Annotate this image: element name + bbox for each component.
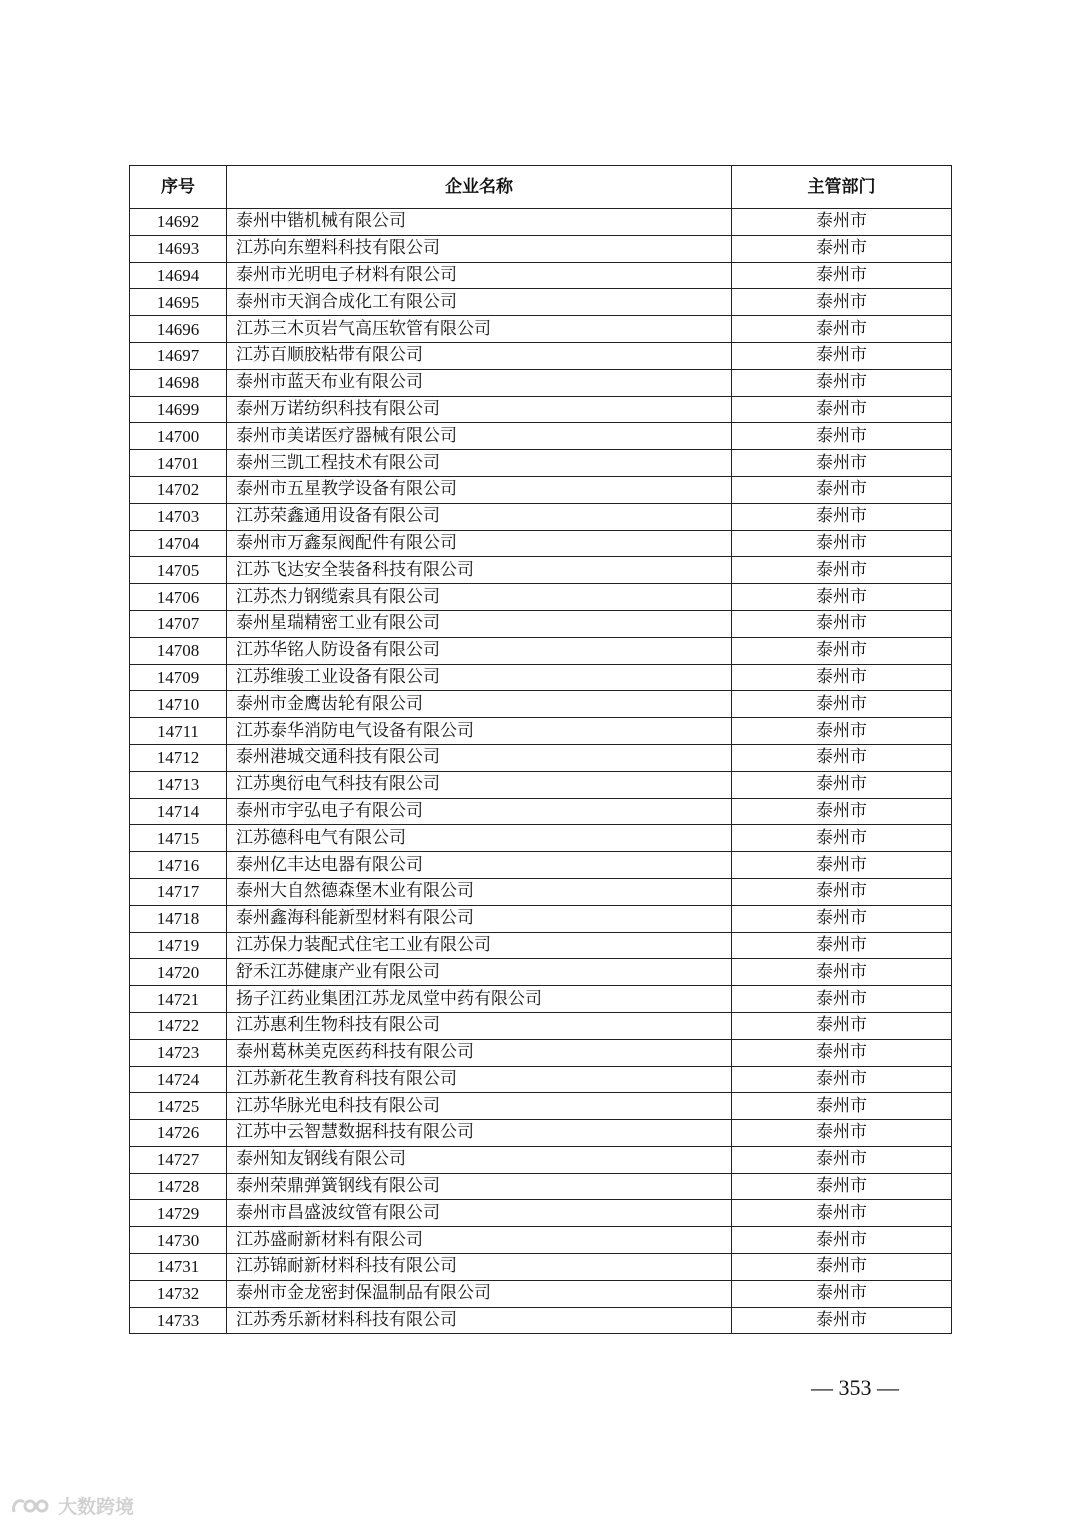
table-row: [130, 1120, 952, 1147]
company-name-cell: 泰州市美诺医疗器械有限公司: [227, 423, 732, 450]
table-row: [130, 316, 952, 343]
company-name-cell: 泰州中锴机械有限公司: [227, 209, 732, 236]
department-cell: 泰州市: [732, 744, 952, 771]
serial-no-cell: 14725: [130, 1093, 227, 1120]
serial-no-cell: 14704: [130, 530, 227, 557]
serial-no-cell: 14703: [130, 503, 227, 530]
table-row: [130, 450, 952, 477]
table-row: [130, 1173, 952, 1200]
table-row: [130, 1200, 952, 1227]
department-cell: 泰州市: [732, 1012, 952, 1039]
department-cell: 泰州市: [732, 664, 952, 691]
serial-no-cell: 14732: [130, 1280, 227, 1307]
company-name-cell: 江苏维骏工业设备有限公司: [227, 664, 732, 691]
serial-no-cell: 14722: [130, 1012, 227, 1039]
department-cell: 泰州市: [732, 530, 952, 557]
department-cell: 泰州市: [732, 932, 952, 959]
table-row: [130, 1227, 952, 1254]
table-row: [130, 718, 952, 745]
serial-no-cell: 14720: [130, 959, 227, 986]
department-cell: 泰州市: [732, 771, 952, 798]
department-cell: 泰州市: [732, 878, 952, 905]
table-row: [130, 610, 952, 637]
department-cell: 泰州市: [732, 905, 952, 932]
company-name-cell: 江苏华铭人防设备有限公司: [227, 637, 732, 664]
serial-no-cell: 14733: [130, 1307, 227, 1334]
department-cell: 泰州市: [732, 1146, 952, 1173]
department-cell: 泰州市: [732, 1307, 952, 1334]
company-name-cell: 泰州市天润合成化工有限公司: [227, 289, 732, 316]
serial-no-cell: 14713: [130, 771, 227, 798]
watermark-text: 大数跨境: [58, 1496, 135, 1518]
company-name-cell: 江苏中云智慧数据科技有限公司: [227, 1120, 732, 1147]
company-name-cell: 泰州鑫海科能新型材料有限公司: [227, 905, 732, 932]
company-table: [129, 165, 952, 1334]
serial-no-cell: 14694: [130, 262, 227, 289]
department-cell: 泰州市: [732, 396, 952, 423]
table-row: [130, 262, 952, 289]
serial-no-cell: 14717: [130, 878, 227, 905]
serial-no-cell: 14699: [130, 396, 227, 423]
department-cell: 泰州市: [732, 503, 952, 530]
department-cell: 泰州市: [732, 316, 952, 343]
company-name-cell: 江苏向东塑料科技有限公司: [227, 235, 732, 262]
table-row: [130, 932, 952, 959]
serial-no-cell: 14721: [130, 986, 227, 1013]
serial-no-cell: 14706: [130, 584, 227, 611]
company-name-cell: 泰州市宇弘电子有限公司: [227, 798, 732, 825]
company-name-cell: 江苏秀乐新材料科技有限公司: [227, 1307, 732, 1334]
department-cell: 泰州市: [732, 610, 952, 637]
company-name-cell: 江苏德科电气有限公司: [227, 825, 732, 852]
department-cell: 泰州市: [732, 1254, 952, 1281]
serial-no-cell: 14695: [130, 289, 227, 316]
table-row: [130, 905, 952, 932]
serial-no-cell: 14707: [130, 610, 227, 637]
table-row: [130, 342, 952, 369]
company-name-cell: 泰州大自然德森堡木业有限公司: [227, 878, 732, 905]
table-row: [130, 476, 952, 503]
department-cell: 泰州市: [732, 1093, 952, 1120]
company-name-cell: 泰州星瑞精密工业有限公司: [227, 610, 732, 637]
table-row: [130, 1280, 952, 1307]
company-name-cell: 泰州市万鑫泵阀配件有限公司: [227, 530, 732, 557]
table-row: [130, 1146, 952, 1173]
table-row: [130, 503, 952, 530]
company-name-cell: 泰州港城交通科技有限公司: [227, 744, 732, 771]
header-serial-no: 序号: [130, 166, 227, 209]
department-cell: 泰州市: [732, 369, 952, 396]
serial-no-cell: 14700: [130, 423, 227, 450]
company-name-cell: 江苏杰力钢缆索具有限公司: [227, 584, 732, 611]
department-cell: 泰州市: [732, 637, 952, 664]
department-cell: 泰州市: [732, 450, 952, 477]
company-name-cell: 江苏惠利生物科技有限公司: [227, 1012, 732, 1039]
table-row: [130, 637, 952, 664]
serial-no-cell: 14729: [130, 1200, 227, 1227]
company-name-cell: 江苏飞达安全装备科技有限公司: [227, 557, 732, 584]
table-row: [130, 664, 952, 691]
department-cell: 泰州市: [732, 1120, 952, 1147]
company-name-cell: 泰州亿丰达电器有限公司: [227, 852, 732, 879]
table-row: [130, 1012, 952, 1039]
table-row: [130, 530, 952, 557]
department-cell: 泰州市: [732, 289, 952, 316]
table-row: [130, 691, 952, 718]
department-cell: 泰州市: [732, 798, 952, 825]
department-cell: 泰州市: [732, 1200, 952, 1227]
table-row: [130, 1039, 952, 1066]
company-name-cell: 泰州知友钢线有限公司: [227, 1146, 732, 1173]
table-row: [130, 798, 952, 825]
table-body: [130, 209, 952, 1334]
department-cell: 泰州市: [732, 262, 952, 289]
department-cell: 泰州市: [732, 1173, 952, 1200]
table-row: [130, 584, 952, 611]
table-row: [130, 423, 952, 450]
company-name-cell: 泰州市金鹰齿轮有限公司: [227, 691, 732, 718]
department-cell: 泰州市: [732, 476, 952, 503]
table-row: [130, 1066, 952, 1093]
serial-no-cell: 14718: [130, 905, 227, 932]
company-name-cell: 江苏三木页岩气高压软管有限公司: [227, 316, 732, 343]
serial-no-cell: 14714: [130, 798, 227, 825]
company-name-cell: 江苏盛耐新材料有限公司: [227, 1227, 732, 1254]
company-name-cell: 江苏百顺胶粘带有限公司: [227, 342, 732, 369]
serial-no-cell: 14693: [130, 235, 227, 262]
serial-no-cell: 14710: [130, 691, 227, 718]
table-row: [130, 396, 952, 423]
department-cell: 泰州市: [732, 1066, 952, 1093]
company-name-cell: 泰州市昌盛波纹管有限公司: [227, 1200, 732, 1227]
watermark-logo-icon: [10, 1494, 52, 1518]
company-name-cell: 江苏泰华消防电气设备有限公司: [227, 718, 732, 745]
company-name-cell: 泰州市金龙密封保温制品有限公司: [227, 1280, 732, 1307]
department-cell: 泰州市: [732, 986, 952, 1013]
table-row: [130, 878, 952, 905]
table-row: [130, 369, 952, 396]
department-cell: 泰州市: [732, 1039, 952, 1066]
department-cell: 泰州市: [732, 959, 952, 986]
serial-no-cell: 14727: [130, 1146, 227, 1173]
serial-no-cell: 14705: [130, 557, 227, 584]
company-name-cell: 泰州万诺纺织科技有限公司: [227, 396, 732, 423]
company-name-cell: 江苏锦耐新材料科技有限公司: [227, 1254, 732, 1281]
serial-no-cell: 14701: [130, 450, 227, 477]
serial-no-cell: 14692: [130, 209, 227, 236]
company-name-cell: 扬子江药业集团江苏龙凤堂中药有限公司: [227, 986, 732, 1013]
table-row: [130, 235, 952, 262]
serial-no-cell: 14709: [130, 664, 227, 691]
serial-no-cell: 14724: [130, 1066, 227, 1093]
serial-no-cell: 14719: [130, 932, 227, 959]
page-number: — 353 —: [811, 1375, 899, 1400]
serial-no-cell: 14712: [130, 744, 227, 771]
table-row: [130, 959, 952, 986]
serial-no-cell: 14698: [130, 369, 227, 396]
department-cell: 泰州市: [732, 557, 952, 584]
serial-no-cell: 14731: [130, 1254, 227, 1281]
serial-no-cell: 14711: [130, 718, 227, 745]
company-name-cell: 江苏保力装配式住宅工业有限公司: [227, 932, 732, 959]
serial-no-cell: 14730: [130, 1227, 227, 1254]
department-cell: 泰州市: [732, 235, 952, 262]
company-name-cell: 江苏奥衍电气科技有限公司: [227, 771, 732, 798]
serial-no-cell: 14728: [130, 1173, 227, 1200]
header-company-name: 企业名称: [227, 166, 732, 209]
table-row: [130, 1093, 952, 1120]
department-cell: 泰州市: [732, 209, 952, 236]
serial-no-cell: 14708: [130, 637, 227, 664]
department-cell: 泰州市: [732, 718, 952, 745]
department-cell: 泰州市: [732, 1280, 952, 1307]
company-name-cell: 江苏华脉光电科技有限公司: [227, 1093, 732, 1120]
table-row: [130, 557, 952, 584]
department-cell: 泰州市: [732, 423, 952, 450]
serial-no-cell: 14702: [130, 476, 227, 503]
department-cell: 泰州市: [732, 691, 952, 718]
table-row: [130, 986, 952, 1013]
department-cell: 泰州市: [732, 1227, 952, 1254]
table-row: [130, 209, 952, 236]
header-department: 主管部门: [732, 166, 952, 209]
serial-no-cell: 14697: [130, 342, 227, 369]
department-cell: 泰州市: [732, 584, 952, 611]
serial-no-cell: 14715: [130, 825, 227, 852]
table-row: [130, 825, 952, 852]
watermark: [10, 1492, 134, 1519]
table-row: [130, 289, 952, 316]
company-name-cell: 泰州市光明电子材料有限公司: [227, 262, 732, 289]
company-name-cell: 泰州荣鼎弹簧钢线有限公司: [227, 1173, 732, 1200]
company-name-cell: 泰州葛林美克医药科技有限公司: [227, 1039, 732, 1066]
serial-no-cell: 14723: [130, 1039, 227, 1066]
serial-no-cell: 14716: [130, 852, 227, 879]
table-header-row: [130, 166, 952, 209]
company-name-cell: 泰州三凯工程技术有限公司: [227, 450, 732, 477]
company-name-cell: 泰州市五星教学设备有限公司: [227, 476, 732, 503]
company-name-cell: 泰州市蓝天布业有限公司: [227, 369, 732, 396]
department-cell: 泰州市: [732, 342, 952, 369]
serial-no-cell: 14696: [130, 316, 227, 343]
department-cell: 泰州市: [732, 852, 952, 879]
table-row: [130, 1307, 952, 1334]
table-row: [130, 771, 952, 798]
company-name-cell: 江苏荣鑫通用设备有限公司: [227, 503, 732, 530]
company-name-cell: 江苏新花生教育科技有限公司: [227, 1066, 732, 1093]
company-name-cell: 舒禾江苏健康产业有限公司: [227, 959, 732, 986]
serial-no-cell: 14726: [130, 1120, 227, 1147]
table-row: [130, 1254, 952, 1281]
department-cell: 泰州市: [732, 825, 952, 852]
table-row: [130, 852, 952, 879]
table-row: [130, 744, 952, 771]
